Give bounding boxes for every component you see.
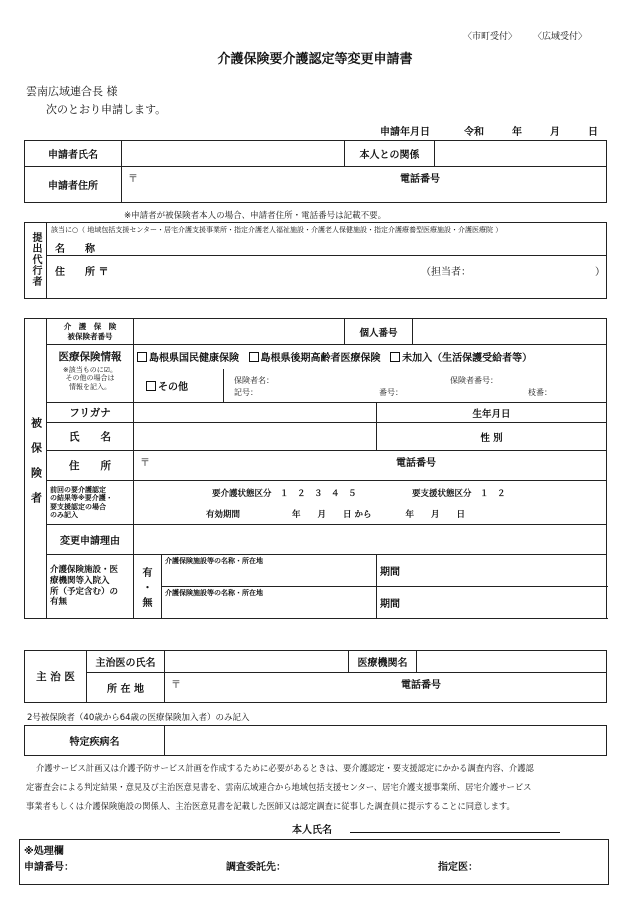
- applicant-address-label: 申請者住所: [25, 167, 122, 203]
- date-label: 申請年月日: [380, 127, 430, 138]
- doctor-table: [24, 650, 607, 703]
- processing-label: ※処理欄: [24, 846, 64, 857]
- insured-number-field[interactable]: [134, 319, 345, 345]
- disease-field[interactable]: [165, 726, 607, 756]
- consent-line-3: 事業者もしくは介護保険施設の関係人、主治医意見書を記載した医師又は認定調査に従事した調査員に提示することに同意します。: [26, 801, 515, 811]
- doctor-address-label: 所 在 地: [87, 673, 165, 703]
- previous-result-field[interactable]: 要介護状態区分 １ ２ ３ ４ ５ 要支援状態区分 １ ２ 有効期間 年 月 日 から 年 月 日: [134, 481, 607, 525]
- agent-label: 提出代行者: [25, 223, 47, 299]
- period-label-1: 期間: [377, 555, 607, 587]
- date-day: 日: [588, 127, 598, 138]
- postal-mark: 〒: [128, 174, 138, 185]
- checkbox-icon: [137, 352, 147, 362]
- survey-label: 調査委託先：: [226, 862, 286, 873]
- other-insurer-info[interactable]: 保険者名： 記号： 番号： 保険者番号： 枝番：: [224, 369, 607, 403]
- date-year: 年: [512, 127, 522, 138]
- applicant-name-field[interactable]: [122, 141, 345, 167]
- furigana-field[interactable]: [134, 403, 377, 423]
- reason-label: 変更申請理由: [47, 525, 134, 555]
- disease-label: 特定疾病名: [25, 726, 165, 756]
- secondary-note: 2号被保険者（40歳から64歳の医療保険加入者）のみ記入: [27, 713, 250, 723]
- agent-address-label[interactable]: 住 所 〒: [55, 267, 109, 278]
- elderly-option[interactable]: 島根県後期高齢者医療保険: [249, 353, 381, 364]
- facility-name-field-1[interactable]: 介護保険施設等の名称・所在地: [162, 555, 377, 587]
- personal-number-field[interactable]: [413, 319, 607, 345]
- insured-address-field[interactable]: 〒 電話番号: [134, 451, 607, 481]
- designated-doctor-label: 指定医：: [438, 862, 478, 873]
- facility-label: 介護保険施設・医 療機関等入院入 所（予定含む）の 有無: [47, 555, 134, 619]
- date-era: 令和: [464, 127, 484, 138]
- signature-line[interactable]: [350, 821, 560, 833]
- consent-line-1: 介護サービス計画又は介護予防サービス計画を作成するために必要があるときは、要介護認定・要支援認定にかかる調査内容、介護認: [36, 763, 534, 773]
- checkbox-icon: [249, 352, 259, 362]
- previous-result-label: 前回の要介護認定 の結果等※要介護・ 要支援認定の場合 のみ記入: [47, 481, 134, 525]
- reception-area-label: 〈広域受付〉: [533, 32, 588, 42]
- furigana-label: フリガナ: [47, 403, 134, 423]
- reception-city-label: 〈市町受付〉: [463, 32, 518, 42]
- insured-side-label: 被保険者: [25, 319, 47, 619]
- checkbox-icon: [390, 352, 400, 362]
- personal-number-label: 個人番号: [345, 319, 413, 345]
- insured-table: [24, 318, 607, 619]
- agent-person-label: （担当者：: [421, 267, 471, 278]
- insured-address-label: 住 所: [47, 451, 134, 481]
- medical-options: [134, 345, 607, 369]
- consent-line-2: 定審査会による判定結果・意見及び主治医意見書を、雲南広域連合から地域包括支援センター、居宅介護支援事業所、居宅介護サービス: [26, 782, 532, 792]
- addressee: 雲南広域連合長 様: [26, 85, 118, 98]
- applicant-address-field[interactable]: [122, 167, 607, 203]
- form-title: 介護保険要介護認定等変更申請書: [217, 52, 413, 67]
- birth-label: 生年月日: [377, 403, 607, 423]
- doctor-name-field[interactable]: [165, 651, 349, 673]
- facility-name-field-2[interactable]: 介護保険施設等の名称・所在地: [162, 587, 377, 619]
- applicant-name-label: 申請者氏名: [25, 141, 122, 167]
- application-number-label: 申請番号：: [24, 862, 74, 873]
- agent-applicable: 該当に○（ 地域包括支援センター・居宅介護支援事業所・指定介護老人福祉施設・介護老人保健施設・指定介護療養型医療施設・介護医療院 ）: [51, 226, 503, 234]
- relation-field[interactable]: [435, 141, 607, 167]
- checkbox-icon: [146, 381, 156, 391]
- medical-label: 医療保険情報: [58, 351, 122, 363]
- applicant-note: ※申請者が被保険者本人の場合、申請者住所・電話番号は記載不要。: [124, 211, 387, 221]
- doctor-name-label: 主治医の氏名: [87, 651, 165, 673]
- agent-name-label: 名 称: [55, 244, 95, 255]
- insured-name-label: 氏 名: [47, 423, 134, 451]
- agent-divider: [47, 255, 607, 256]
- uninsured-option[interactable]: 未加入（生活保護受給者等）: [390, 353, 532, 364]
- other-option[interactable]: その他: [134, 369, 224, 403]
- shimane-nhi-option[interactable]: 島根県国民健康保険: [137, 353, 239, 364]
- processing-box: [19, 839, 609, 885]
- sex-label: 性 別: [377, 423, 607, 451]
- intro-text: 次のとおり申請します。: [46, 103, 167, 116]
- applicant-table: [24, 140, 607, 203]
- relation-label: 本人との関係: [345, 141, 435, 167]
- institution-label: 医療機関名: [349, 651, 417, 673]
- disease-table: [24, 725, 607, 756]
- agent-person-close: ）: [595, 267, 605, 278]
- doctor-address-field[interactable]: 〒 電話番号: [165, 673, 607, 703]
- period-label-2: 期間: [377, 587, 607, 619]
- date-month: 月: [550, 127, 560, 138]
- insured-number-label: 介 護 保 険 被保険者番号: [47, 319, 134, 345]
- medical-info-cell: 医療保険情報 ※該当ものに☑。 その他の場合は 情報を記入。: [47, 345, 134, 403]
- reason-field[interactable]: [134, 525, 607, 555]
- agent-table: [24, 222, 607, 299]
- insured-name-field[interactable]: [134, 423, 377, 451]
- institution-field[interactable]: [417, 651, 607, 673]
- doctor-side-label: 主 治 医: [25, 651, 87, 703]
- facility-yes-no[interactable]: 有 ・ 無: [134, 555, 162, 619]
- applicant-phone-label: 電話番号: [400, 174, 440, 185]
- signature-label: 本人氏名: [292, 825, 332, 836]
